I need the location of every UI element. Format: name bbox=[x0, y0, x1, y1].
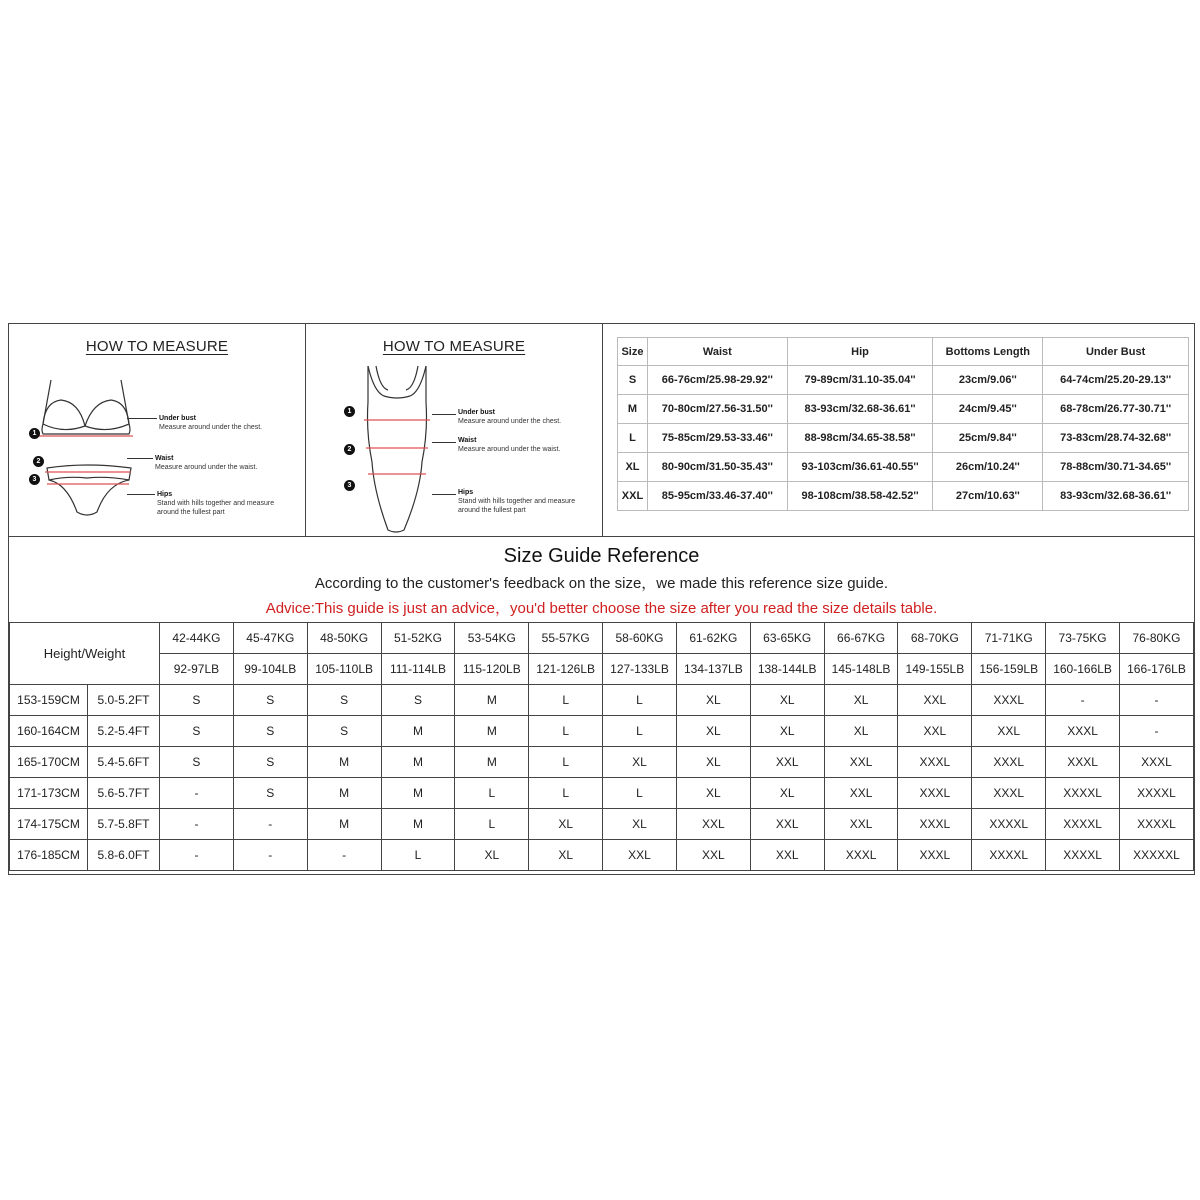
size-cell: L bbox=[455, 809, 529, 840]
size-cell: XXXL bbox=[898, 809, 972, 840]
measurements-row bbox=[618, 366, 1189, 395]
hips-desc-2: around the fullest part bbox=[157, 509, 225, 516]
hips-note bbox=[458, 488, 575, 515]
size-cell: M bbox=[381, 747, 455, 778]
size-cell: L bbox=[529, 747, 603, 778]
size-cell: XL bbox=[455, 840, 529, 871]
waist-cell: 66-76cm/25.98-29.92'' bbox=[647, 366, 787, 395]
header-bottoms-length: Bottoms Length bbox=[933, 338, 1043, 366]
reference-note: According to the customer's feedback on the size，we made this reference size guide. bbox=[314, 575, 889, 592]
size-guide-table bbox=[9, 622, 1194, 871]
hip-cell: 83-93cm/32.68-36.61'' bbox=[787, 395, 933, 424]
weight-kg-header: 71-71KG bbox=[972, 623, 1046, 654]
size-cell: XXL bbox=[676, 840, 750, 871]
size-cell: - bbox=[1119, 685, 1193, 716]
size-cell: S bbox=[307, 685, 381, 716]
step-1-badge: 1 bbox=[29, 428, 40, 439]
size-cell: L bbox=[381, 840, 455, 871]
reference-advice: Advice:This guide is just an advice，you'd better choose the size after you read the size details table. bbox=[265, 600, 938, 617]
size-cell: S bbox=[618, 366, 648, 395]
weight-lb-row bbox=[10, 654, 1194, 685]
under-bust-desc: Measure around under the chest. bbox=[458, 418, 562, 425]
under-bust-cell: 68-78cm/26.77-30.71'' bbox=[1043, 395, 1189, 424]
waist-label: Waist bbox=[155, 455, 174, 462]
pointer-line bbox=[432, 414, 456, 415]
size-cell: XXL bbox=[824, 809, 898, 840]
reference-title: Size Guide Reference bbox=[503, 545, 700, 567]
waist-label: Waist bbox=[458, 437, 477, 444]
size-cell: L bbox=[618, 424, 648, 453]
size-cell: M bbox=[307, 809, 381, 840]
waist-desc: Measure around under the waist. bbox=[155, 464, 258, 471]
pointer-line bbox=[432, 494, 456, 495]
weight-kg-header: 45-47KG bbox=[233, 623, 307, 654]
weight-lb-header: 115-120LB bbox=[455, 654, 529, 685]
size-cell: M bbox=[307, 778, 381, 809]
size-cell: - bbox=[160, 809, 234, 840]
measurements-row bbox=[618, 395, 1189, 424]
size-cell: S bbox=[160, 747, 234, 778]
under-bust-cell: 64-74cm/25.20-29.13'' bbox=[1043, 366, 1189, 395]
header-hip: Hip bbox=[787, 338, 933, 366]
bottoms-length-cell: 27cm/10.63'' bbox=[933, 482, 1043, 511]
waist-desc: Measure around under the waist. bbox=[458, 446, 561, 453]
under-bust-cell: 78-88cm/30.71-34.65'' bbox=[1043, 453, 1189, 482]
bottoms-length-cell: 26cm/10.24'' bbox=[933, 453, 1043, 482]
size-cell: XXL bbox=[824, 747, 898, 778]
size-cell: XXXL bbox=[972, 778, 1046, 809]
size-cell: XXXL bbox=[1046, 716, 1120, 747]
size-cell: S bbox=[160, 685, 234, 716]
height-cm-cell: 171-173CM bbox=[10, 778, 88, 809]
size-cell: XXXL bbox=[1119, 747, 1193, 778]
panel-title: HOW TO MEASURE bbox=[382, 338, 526, 355]
size-cell: XL bbox=[824, 685, 898, 716]
size-chart-frame bbox=[8, 323, 1195, 875]
weight-kg-row bbox=[10, 623, 1194, 654]
pointer-line bbox=[127, 494, 155, 495]
step-3-badge: 3 bbox=[344, 480, 355, 491]
weight-lb-header: 105-110LB bbox=[307, 654, 381, 685]
weight-kg-header: 68-70KG bbox=[898, 623, 972, 654]
height-ft-cell: 5.0-5.2FT bbox=[88, 685, 160, 716]
size-cell: XL bbox=[676, 716, 750, 747]
size-cell: S bbox=[233, 685, 307, 716]
waist-cell: 85-95cm/33.46-37.40'' bbox=[647, 482, 787, 511]
waist-cell: 75-85cm/29.53-33.46'' bbox=[647, 424, 787, 453]
under-bust-desc: Measure around under the chest. bbox=[159, 424, 263, 431]
hips-desc-1: Stand with hills together and measure bbox=[458, 498, 576, 505]
measurements-header-row bbox=[618, 338, 1189, 366]
size-cell: M bbox=[381, 778, 455, 809]
size-cell: M bbox=[455, 685, 529, 716]
under-bust-note bbox=[159, 414, 262, 432]
size-cell: S bbox=[160, 716, 234, 747]
height-ft-cell: 5.6-5.7FT bbox=[88, 778, 160, 809]
size-cell: XXXL bbox=[824, 840, 898, 871]
size-cell: S bbox=[233, 716, 307, 747]
weight-kg-header: 73-75KG bbox=[1046, 623, 1120, 654]
size-cell: - bbox=[1119, 716, 1193, 747]
waist-note bbox=[155, 454, 257, 472]
size-cell: L bbox=[529, 778, 603, 809]
height-row bbox=[10, 716, 1194, 747]
under-bust-cell: 73-83cm/28.74-32.68'' bbox=[1043, 424, 1189, 453]
weight-lb-header: 149-155LB bbox=[898, 654, 972, 685]
size-cell: S bbox=[381, 685, 455, 716]
size-cell: XXL bbox=[676, 809, 750, 840]
waist-cell: 70-80cm/27.56-31.50'' bbox=[647, 395, 787, 424]
bikini-illustration bbox=[37, 372, 147, 532]
size-cell: XXL bbox=[898, 685, 972, 716]
size-cell: XXXXL bbox=[1046, 809, 1120, 840]
size-cell: XXXL bbox=[1046, 747, 1120, 778]
size-cell: - bbox=[233, 840, 307, 871]
size-cell: XXXL bbox=[898, 778, 972, 809]
size-cell: XL bbox=[529, 840, 603, 871]
size-cell: XXXXL bbox=[972, 809, 1046, 840]
step-1-badge: 1 bbox=[344, 406, 355, 417]
how-to-measure-bikini-panel bbox=[9, 324, 306, 536]
height-row bbox=[10, 685, 1194, 716]
size-cell: XL bbox=[603, 747, 677, 778]
size-cell: XXL bbox=[750, 809, 824, 840]
under-bust-cell: 83-93cm/32.68-36.61'' bbox=[1043, 482, 1189, 511]
size-cell: - bbox=[233, 809, 307, 840]
size-cell: XXXXL bbox=[972, 840, 1046, 871]
size-cell: L bbox=[603, 778, 677, 809]
weight-kg-header: 53-54KG bbox=[455, 623, 529, 654]
under-bust-label: Under bust bbox=[458, 409, 495, 416]
header-waist: Waist bbox=[647, 338, 787, 366]
weight-lb-header: 166-176LB bbox=[1119, 654, 1193, 685]
height-weight-header: Height/Weight bbox=[10, 623, 160, 685]
hip-cell: 79-89cm/31.10-35.04'' bbox=[787, 366, 933, 395]
size-cell: XXL bbox=[824, 778, 898, 809]
size-cell: - bbox=[160, 778, 234, 809]
size-cell: XL bbox=[676, 747, 750, 778]
under-bust-label: Under bust bbox=[159, 415, 196, 422]
size-cell: XXXL bbox=[972, 685, 1046, 716]
height-ft-cell: 5.7-5.8FT bbox=[88, 809, 160, 840]
how-to-measure-swimsuit-panel bbox=[306, 324, 603, 536]
panel-title: HOW TO MEASURE bbox=[85, 338, 229, 355]
weight-lb-header: 111-114LB bbox=[381, 654, 455, 685]
size-cell: XXXL bbox=[898, 840, 972, 871]
size-cell: M bbox=[455, 716, 529, 747]
size-cell: XXXXL bbox=[1119, 809, 1193, 840]
weight-lb-header: 92-97LB bbox=[160, 654, 234, 685]
measurements-row bbox=[618, 482, 1189, 511]
size-cell: M bbox=[455, 747, 529, 778]
weight-kg-header: 63-65KG bbox=[750, 623, 824, 654]
height-ft-cell: 5.8-6.0FT bbox=[88, 840, 160, 871]
size-cell: XXL bbox=[603, 840, 677, 871]
weight-lb-header: 160-166LB bbox=[1046, 654, 1120, 685]
waist-cell: 80-90cm/31.50-35.43'' bbox=[647, 453, 787, 482]
size-cell: L bbox=[603, 716, 677, 747]
measurements-row bbox=[618, 453, 1189, 482]
waist-note bbox=[458, 436, 560, 454]
header-under-bust: Under Bust bbox=[1043, 338, 1189, 366]
height-cm-cell: 160-164CM bbox=[10, 716, 88, 747]
size-cell: XXXL bbox=[898, 747, 972, 778]
size-cell: - bbox=[307, 840, 381, 871]
height-cm-cell: 153-159CM bbox=[10, 685, 88, 716]
size-cell: XL bbox=[618, 453, 648, 482]
size-cell: XXXXL bbox=[1046, 840, 1120, 871]
size-cell: M bbox=[307, 747, 381, 778]
height-row bbox=[10, 778, 1194, 809]
weight-lb-header: 134-137LB bbox=[676, 654, 750, 685]
size-cell: XL bbox=[603, 809, 677, 840]
hips-label: Hips bbox=[458, 489, 474, 496]
measurements-panel bbox=[603, 324, 1194, 536]
size-cell: M bbox=[618, 395, 648, 424]
size-cell: L bbox=[529, 685, 603, 716]
hip-cell: 88-98cm/34.65-38.58'' bbox=[787, 424, 933, 453]
height-row bbox=[10, 809, 1194, 840]
step-2-badge: 2 bbox=[344, 444, 355, 455]
hips-label: Hips bbox=[157, 491, 173, 498]
height-cm-cell: 165-170CM bbox=[10, 747, 88, 778]
weight-lb-header: 99-104LB bbox=[233, 654, 307, 685]
size-cell: XL bbox=[750, 685, 824, 716]
weight-kg-header: 76-80KG bbox=[1119, 623, 1193, 654]
size-cell: M bbox=[381, 809, 455, 840]
measurements-row bbox=[618, 424, 1189, 453]
weight-kg-header: 58-60KG bbox=[603, 623, 677, 654]
weight-kg-header: 55-57KG bbox=[529, 623, 603, 654]
size-cell: XXL bbox=[618, 482, 648, 511]
size-cell: M bbox=[381, 716, 455, 747]
hip-cell: 93-103cm/36.61-40.55'' bbox=[787, 453, 933, 482]
size-cell: XXL bbox=[972, 716, 1046, 747]
hips-note bbox=[157, 490, 274, 517]
weight-kg-header: 51-52KG bbox=[381, 623, 455, 654]
height-row bbox=[10, 840, 1194, 871]
size-cell: S bbox=[307, 716, 381, 747]
height-cm-cell: 174-175CM bbox=[10, 809, 88, 840]
size-cell: XL bbox=[750, 778, 824, 809]
height-ft-cell: 5.2-5.4FT bbox=[88, 716, 160, 747]
size-cell: XXXXL bbox=[1119, 778, 1193, 809]
weight-lb-header: 156-159LB bbox=[972, 654, 1046, 685]
size-cell: L bbox=[455, 778, 529, 809]
pointer-line bbox=[127, 418, 157, 419]
size-cell: - bbox=[160, 840, 234, 871]
size-cell: XXXXXL bbox=[1119, 840, 1193, 871]
weight-lb-header: 121-126LB bbox=[529, 654, 603, 685]
height-cm-cell: 176-185CM bbox=[10, 840, 88, 871]
weight-kg-header: 48-50KG bbox=[307, 623, 381, 654]
bottoms-length-cell: 23cm/9.06'' bbox=[933, 366, 1043, 395]
bottoms-length-cell: 24cm/9.45'' bbox=[933, 395, 1043, 424]
weight-kg-header: 66-67KG bbox=[824, 623, 898, 654]
size-cell: XXXL bbox=[972, 747, 1046, 778]
size-cell: XL bbox=[529, 809, 603, 840]
height-ft-cell: 5.4-5.6FT bbox=[88, 747, 160, 778]
weight-kg-header: 61-62KG bbox=[676, 623, 750, 654]
hip-cell: 98-108cm/38.58-42.52'' bbox=[787, 482, 933, 511]
size-cell: XXXXL bbox=[1046, 778, 1120, 809]
hips-desc-1: Stand with hills together and measure bbox=[157, 500, 275, 507]
size-cell: L bbox=[603, 685, 677, 716]
size-cell: XL bbox=[676, 778, 750, 809]
weight-lb-header: 127-133LB bbox=[603, 654, 677, 685]
size-cell: XL bbox=[676, 685, 750, 716]
step-2-badge: 2 bbox=[33, 456, 44, 467]
weight-kg-header: 42-44KG bbox=[160, 623, 234, 654]
size-cell: XL bbox=[750, 716, 824, 747]
weight-lb-header: 138-144LB bbox=[750, 654, 824, 685]
size-cell: XL bbox=[824, 716, 898, 747]
size-cell: L bbox=[529, 716, 603, 747]
header-size: Size bbox=[618, 338, 648, 366]
size-cell: XXL bbox=[750, 747, 824, 778]
under-bust-note bbox=[458, 408, 561, 426]
bottoms-length-cell: 25cm/9.84'' bbox=[933, 424, 1043, 453]
hips-desc-2: around the fullest part bbox=[458, 507, 526, 514]
pointer-line bbox=[127, 458, 153, 459]
swimsuit-illustration bbox=[362, 362, 432, 537]
measurements-table bbox=[617, 337, 1189, 511]
height-row bbox=[10, 747, 1194, 778]
size-cell: - bbox=[1046, 685, 1120, 716]
size-cell: S bbox=[233, 747, 307, 778]
size-cell: S bbox=[233, 778, 307, 809]
step-3-badge: 3 bbox=[29, 474, 40, 485]
weight-lb-header: 145-148LB bbox=[824, 654, 898, 685]
size-guide-reference bbox=[9, 536, 1194, 622]
size-cell: XXL bbox=[898, 716, 972, 747]
size-cell: XXL bbox=[750, 840, 824, 871]
pointer-line bbox=[432, 442, 456, 443]
